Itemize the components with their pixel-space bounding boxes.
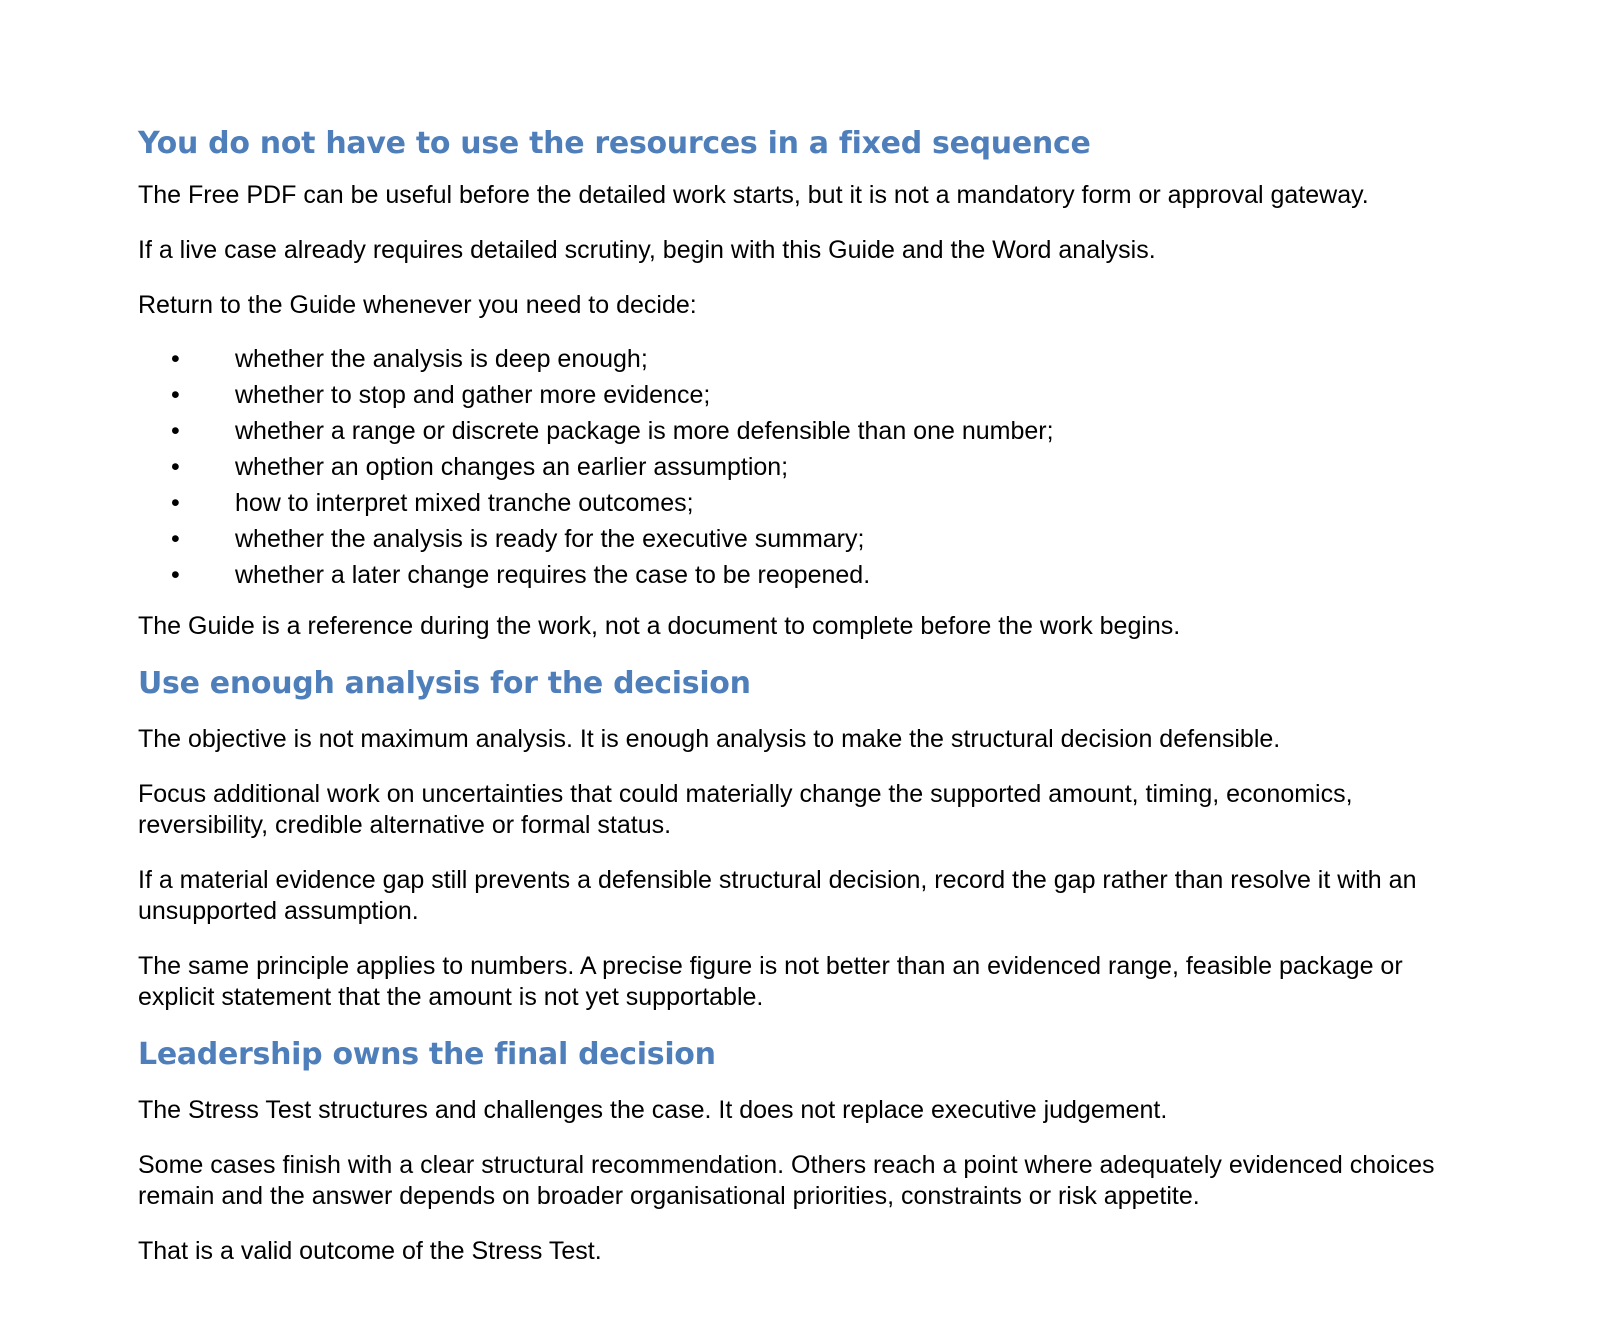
paragraph: The Guide is a reference during the work, not a document to complete before the work begins. (138, 612, 1181, 640)
list-item (138, 521, 1478, 557)
list-item-text: whether a range or discrete package is more defensible than one number; (235, 417, 1054, 445)
paragraph: Focus additional work on uncertainties that could materially change the supported amount, timing, economics, reversibility, credible alternative or formal status. (138, 780, 1353, 839)
bullet-icon: • (171, 345, 180, 373)
list-item (138, 377, 1478, 413)
paragraph: The same principle applies to numbers. A precise figure is not better than an evidenced range, feasible package or explicit statement that the amount is not yet supportable. (138, 952, 1403, 1011)
section-heading-enough-analysis: Use enough analysis for the decision (138, 666, 751, 701)
paragraph: If a live case already requires detailed scrutiny, begin with this Guide and the Word analysis. (138, 236, 1156, 264)
paragraph: The Free PDF can be useful before the detailed work starts, but it is not a mandatory form or approval gateway. (138, 181, 1369, 209)
paragraph: Some cases finish with a clear structural recommendation. Others reach a point where adequately evidenced choices remain and the answer depends on broader organisational priorities, constraints or risk appetite. (138, 1151, 1435, 1210)
list-item (138, 413, 1478, 449)
list-item-text: whether an option changes an earlier assumption; (235, 453, 789, 481)
bullet-icon: • (171, 561, 180, 589)
paragraph: The Stress Test structures and challenges the case. It does not replace executive judgement. (138, 1096, 1168, 1124)
bullet-icon: • (171, 417, 180, 445)
list-item (138, 341, 1478, 377)
bullet-icon: • (171, 381, 180, 409)
bullet-icon: • (171, 453, 180, 481)
bullet-icon: • (171, 489, 180, 517)
section-heading-leadership: Leadership owns the final decision (138, 1037, 716, 1072)
section-heading-fixed-sequence: You do not have to use the resources in a fixed sequence (138, 126, 1091, 161)
list-item-text: whether to stop and gather more evidence; (235, 381, 711, 409)
document-page (138, 118, 1478, 1267)
paragraph: Return to the Guide whenever you need to decide: (138, 291, 697, 319)
list-item-text: how to interpret mixed tranche outcomes; (235, 489, 694, 517)
paragraph: If a material evidence gap still prevents a defensible structural decision, record the gap rather than resolve it with an unsupported assumption. (138, 866, 1417, 925)
list-item-text: whether the analysis is ready for the executive summary; (235, 525, 865, 553)
list-item (138, 557, 1478, 593)
bullet-icon: • (171, 525, 180, 553)
list-item-text: whether a later change requires the case to be reopened. (235, 561, 871, 589)
paragraph: That is a valid outcome of the Stress Test. (138, 1237, 602, 1265)
list-item (138, 449, 1478, 485)
decision-list (138, 341, 1478, 593)
paragraph: The objective is not maximum analysis. It is enough analysis to make the structural decision defensible. (138, 725, 1281, 753)
list-item-text: whether the analysis is deep enough; (235, 345, 648, 373)
list-item (138, 485, 1478, 521)
